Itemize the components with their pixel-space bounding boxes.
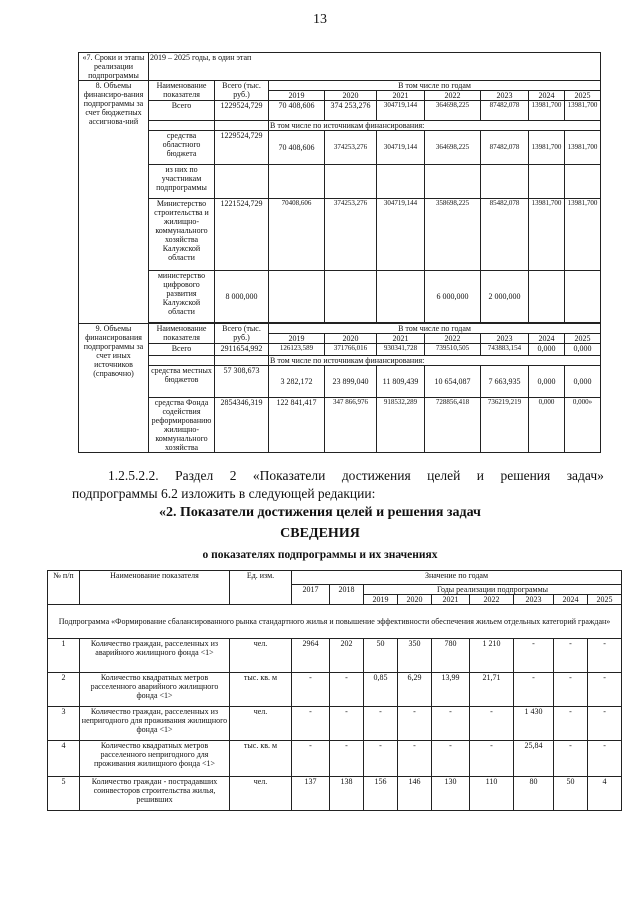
year-cell: 2023 bbox=[514, 595, 554, 605]
value-cell: 122 841,417 bbox=[269, 398, 325, 453]
value-cell: - bbox=[292, 707, 330, 741]
sources-header: В том числе по источникам финансирования: bbox=[269, 356, 601, 366]
value-cell: 130 bbox=[432, 777, 470, 811]
year-cell: 2025 bbox=[565, 334, 601, 344]
unit-cell: тыс. кв. м bbox=[230, 673, 292, 707]
value-cell: 358698,225 bbox=[425, 199, 481, 271]
local-budget-label: средства местных бюджетов bbox=[149, 366, 215, 398]
value-cell: 0,000» bbox=[565, 398, 601, 453]
value-cell: 2964 bbox=[292, 639, 330, 673]
value-cell: 347 866,976 bbox=[325, 398, 377, 453]
year-cell: 2022 bbox=[425, 334, 481, 344]
value-cell: 6 000,000 bbox=[425, 271, 481, 323]
value-cell: 13981,700 bbox=[529, 131, 565, 165]
year-cell: 2019 bbox=[364, 595, 398, 605]
value-cell: 374253,276 bbox=[325, 131, 377, 165]
indicator-name: Количество граждан, расселенных из непригодного для проживания жилищного фонда <1> bbox=[80, 707, 230, 741]
other-sources-label: 9. Объемы финансирования подпрограммы за счет иных источников (справочно) bbox=[79, 324, 149, 453]
value-cell: - bbox=[364, 741, 398, 777]
value-cell: 87482,078 bbox=[481, 131, 529, 165]
header-total: Всего (тыс. руб.) bbox=[215, 324, 269, 344]
value-cell: - bbox=[330, 673, 364, 707]
indicator-name: Количество граждан, расселенных из аварийного жилищного фонда <1> bbox=[80, 639, 230, 673]
year-cell: 2021 bbox=[432, 595, 470, 605]
value-cell: 13981,700 bbox=[529, 199, 565, 271]
value-cell: - bbox=[330, 707, 364, 741]
regional-budget-label: средства областного бюджета bbox=[149, 131, 215, 165]
digital-ministry-label: министерство цифрового развития Калужской области bbox=[149, 271, 215, 323]
value-cell: 3 282,172 bbox=[269, 366, 325, 398]
budget-volume-label: 8. Объемы финансиро-вания подпрограммы за счет бюджетных ассигнова-ний bbox=[79, 81, 149, 324]
value-cell: 85482,078 bbox=[481, 199, 529, 271]
value-cell: - bbox=[470, 707, 514, 741]
year-cell: 2023 bbox=[481, 334, 529, 344]
value-cell: 780 bbox=[432, 639, 470, 673]
value-cell: 743883,154 bbox=[481, 344, 529, 356]
row-number: 4 bbox=[48, 741, 80, 777]
value-cell: 156 bbox=[364, 777, 398, 811]
year-cell: 2020 bbox=[325, 91, 377, 101]
table-row bbox=[48, 777, 622, 811]
value-cell: 57 308,673 bbox=[215, 366, 269, 398]
para-word: «Показатели bbox=[252, 468, 326, 483]
value-cell: 202 bbox=[330, 639, 364, 673]
value-cell: 50 bbox=[364, 639, 398, 673]
year-cell: 2021 bbox=[377, 91, 425, 101]
amendment-paragraph bbox=[72, 467, 604, 503]
svedeniya-heading: СВЕДЕНИЯ bbox=[280, 526, 360, 541]
year-cell: 2019 bbox=[269, 91, 325, 101]
timing-label: «7. Сроки и этапы реализации подпрограммы bbox=[79, 53, 149, 81]
value-cell: 13981,700 bbox=[529, 101, 565, 121]
value-cell: - bbox=[330, 741, 364, 777]
header-by-years: В том числе по годам bbox=[269, 324, 601, 334]
year-cell: 2017 bbox=[292, 585, 330, 605]
value-cell: - bbox=[554, 707, 588, 741]
value-cell: - bbox=[514, 639, 554, 673]
year-cell: 2024 bbox=[554, 595, 588, 605]
header-num: № п/п bbox=[48, 571, 80, 605]
para-word: задач» bbox=[566, 468, 604, 483]
value-cell: - bbox=[514, 673, 554, 707]
indicator-name: Количество квадратных метров расселенного непригодного для проживания жилищного фонда <1> bbox=[80, 741, 230, 777]
value-cell: - bbox=[398, 741, 432, 777]
value-cell: 728856,418 bbox=[425, 398, 481, 453]
value-cell: 80 bbox=[514, 777, 554, 811]
year-cell: 2024 bbox=[529, 334, 565, 344]
value-cell: 13981,700 bbox=[565, 131, 601, 165]
value-cell: 304719,144 bbox=[377, 101, 425, 121]
indicator-name: Количество граждан - пострадавших соинвесторов строительства жилья, решивших bbox=[80, 777, 230, 811]
table-row bbox=[48, 741, 622, 777]
value-cell: 11 809,439 bbox=[377, 366, 425, 398]
value-cell: 2 000,000 bbox=[481, 271, 529, 323]
value-cell: 371766,016 bbox=[325, 344, 377, 356]
section-heading: «2. Показатели достижения целей и решения задач bbox=[159, 505, 481, 520]
row-number: 1 bbox=[48, 639, 80, 673]
value-cell: 87482,078 bbox=[481, 101, 529, 121]
value-cell: 13,99 bbox=[432, 673, 470, 707]
value-cell: 137 bbox=[292, 777, 330, 811]
participants-label: из них по участникам подпрограммы bbox=[149, 165, 215, 199]
fund-label: средства Фонда содействия реформированию жилищно-коммунального хозяйства bbox=[149, 398, 215, 453]
year-cell: 2025 bbox=[565, 91, 601, 101]
value-cell: - bbox=[364, 707, 398, 741]
value-cell: 0,000 bbox=[529, 398, 565, 453]
value-cell: - bbox=[292, 673, 330, 707]
header-indicator-name: Наименование показателя bbox=[149, 81, 215, 101]
value-cell: 7 663,935 bbox=[481, 366, 529, 398]
value-cell: 1 210 bbox=[470, 639, 514, 673]
value-cell: 146 bbox=[398, 777, 432, 811]
year-cell: 2019 bbox=[269, 334, 325, 344]
para-word: и bbox=[476, 468, 484, 483]
page-number: 13 bbox=[313, 12, 327, 27]
value-cell: 374253,276 bbox=[325, 199, 377, 271]
value-cell: - bbox=[588, 707, 622, 741]
para-word: 1.2.5.2.2. bbox=[108, 468, 159, 483]
value-cell: 4 bbox=[588, 777, 622, 811]
value-cell: 23 899,040 bbox=[325, 366, 377, 398]
indicators-table bbox=[47, 570, 622, 811]
value-cell: - bbox=[554, 639, 588, 673]
table-row bbox=[48, 639, 622, 673]
year-cell: 2023 bbox=[481, 91, 529, 101]
value-cell: 13981,700 bbox=[565, 101, 601, 121]
unit-cell: тыс. кв. м bbox=[230, 741, 292, 777]
year-cell: 2018 bbox=[330, 585, 364, 605]
para-word: 2 bbox=[229, 468, 237, 483]
row-number: 5 bbox=[48, 777, 80, 811]
unit-cell: чел. bbox=[230, 707, 292, 741]
header-name: Наименование показателя bbox=[80, 571, 230, 605]
year-cell: 2020 bbox=[398, 595, 432, 605]
value-cell: - bbox=[554, 673, 588, 707]
value-cell: 138 bbox=[330, 777, 364, 811]
value-cell: 70408,606 bbox=[269, 199, 325, 271]
para-word: решения bbox=[500, 468, 551, 483]
subprogram-title: Подпрограмма «Формирование сбалансированного рынка стандартного жилья и повышение эффективности обеспечения жильем отдельных категорий граждан» bbox=[48, 605, 622, 639]
header-impl-years: Годы реализации подпрограммы bbox=[364, 585, 622, 595]
value-cell: - bbox=[470, 741, 514, 777]
value-cell: 50 bbox=[554, 777, 588, 811]
subheading: о показателях подпрограммы и их значениях bbox=[202, 549, 438, 561]
value-cell: 930341,728 bbox=[377, 344, 425, 356]
indicator-name: Количество квадратных метров расселенного аварийного жилищного фонда <1> bbox=[80, 673, 230, 707]
value-cell: 6,29 bbox=[398, 673, 432, 707]
value-cell: 374 253,276 bbox=[325, 101, 377, 121]
value-cell: 2911654,992 bbox=[215, 344, 269, 356]
row-number: 2 bbox=[48, 673, 80, 707]
value-cell: - bbox=[398, 707, 432, 741]
para-word: Раздел bbox=[175, 468, 214, 483]
value-cell: - bbox=[588, 673, 622, 707]
header-indicator-name: Наименование показателя bbox=[149, 324, 215, 344]
total-label: Всего bbox=[149, 344, 215, 356]
value-cell: 70 408,606 bbox=[269, 101, 325, 121]
value-cell: - bbox=[554, 741, 588, 777]
value-cell: 21,71 bbox=[470, 673, 514, 707]
header-by-years: В том числе по годам bbox=[269, 81, 601, 91]
value-cell: 0,85 bbox=[364, 673, 398, 707]
value-cell: 1229524,729 bbox=[215, 131, 269, 165]
para-word: целей bbox=[427, 468, 461, 483]
value-cell: 304719,144 bbox=[377, 131, 425, 165]
value-cell: 70 408,606 bbox=[269, 131, 325, 165]
value-cell: 739510,505 bbox=[425, 344, 481, 356]
value-cell: 1229524,729 bbox=[215, 101, 269, 121]
unit-cell: чел. bbox=[230, 777, 292, 811]
year-cell: 2020 bbox=[325, 334, 377, 344]
header-values: Значение по годам bbox=[292, 571, 622, 585]
year-cell: 2024 bbox=[529, 91, 565, 101]
year-cell: 2022 bbox=[470, 595, 514, 605]
value-cell: - bbox=[588, 639, 622, 673]
unit-cell: чел. bbox=[230, 639, 292, 673]
value-cell: 736219,219 bbox=[481, 398, 529, 453]
row-number: 3 bbox=[48, 707, 80, 741]
value-cell: - bbox=[292, 741, 330, 777]
ministry-label: Министерство строительства и жилищно-коммунального хозяйства Калужской области bbox=[149, 199, 215, 271]
passport-table bbox=[78, 52, 601, 453]
value-cell: 13981,700 bbox=[565, 199, 601, 271]
value-cell: 0,000 bbox=[529, 344, 565, 356]
table-row bbox=[48, 673, 622, 707]
year-cell: 2022 bbox=[425, 91, 481, 101]
value-cell: 0,000 bbox=[529, 366, 565, 398]
value-cell: 8 000,000 bbox=[215, 271, 269, 323]
value-cell: - bbox=[432, 707, 470, 741]
header-unit: Ед. изм. bbox=[230, 571, 292, 605]
value-cell: 110 bbox=[470, 777, 514, 811]
value-cell: 1221524,729 bbox=[215, 199, 269, 271]
value-cell: 0,000 bbox=[565, 366, 601, 398]
value-cell: - bbox=[588, 741, 622, 777]
year-cell: 2025 bbox=[588, 595, 622, 605]
value-cell: 25,84 bbox=[514, 741, 554, 777]
para-word: достижения bbox=[341, 468, 411, 483]
value-cell: 350 bbox=[398, 639, 432, 673]
value-cell: 304719,144 bbox=[377, 199, 425, 271]
table-row bbox=[48, 707, 622, 741]
timing-value: 2019 – 2025 годы, в один этап bbox=[149, 53, 601, 81]
value-cell: 364698,225 bbox=[425, 101, 481, 121]
value-cell: 10 654,087 bbox=[425, 366, 481, 398]
sources-header: В том числе по источникам финансирования: bbox=[269, 121, 601, 131]
value-cell: 918532,289 bbox=[377, 398, 425, 453]
value-cell: 1 430 bbox=[514, 707, 554, 741]
year-cell: 2021 bbox=[377, 334, 425, 344]
value-cell: 2854346,319 bbox=[215, 398, 269, 453]
value-cell: 126123,589 bbox=[269, 344, 325, 356]
total-label: Всего bbox=[149, 101, 215, 121]
para-line-2: подпрограммы 6.2 изложить в следующей редакции: bbox=[72, 486, 376, 501]
value-cell: 364698,225 bbox=[425, 131, 481, 165]
value-cell: - bbox=[432, 741, 470, 777]
header-total: Всего (тыс. руб.) bbox=[215, 81, 269, 101]
value-cell: 0,000 bbox=[565, 344, 601, 356]
